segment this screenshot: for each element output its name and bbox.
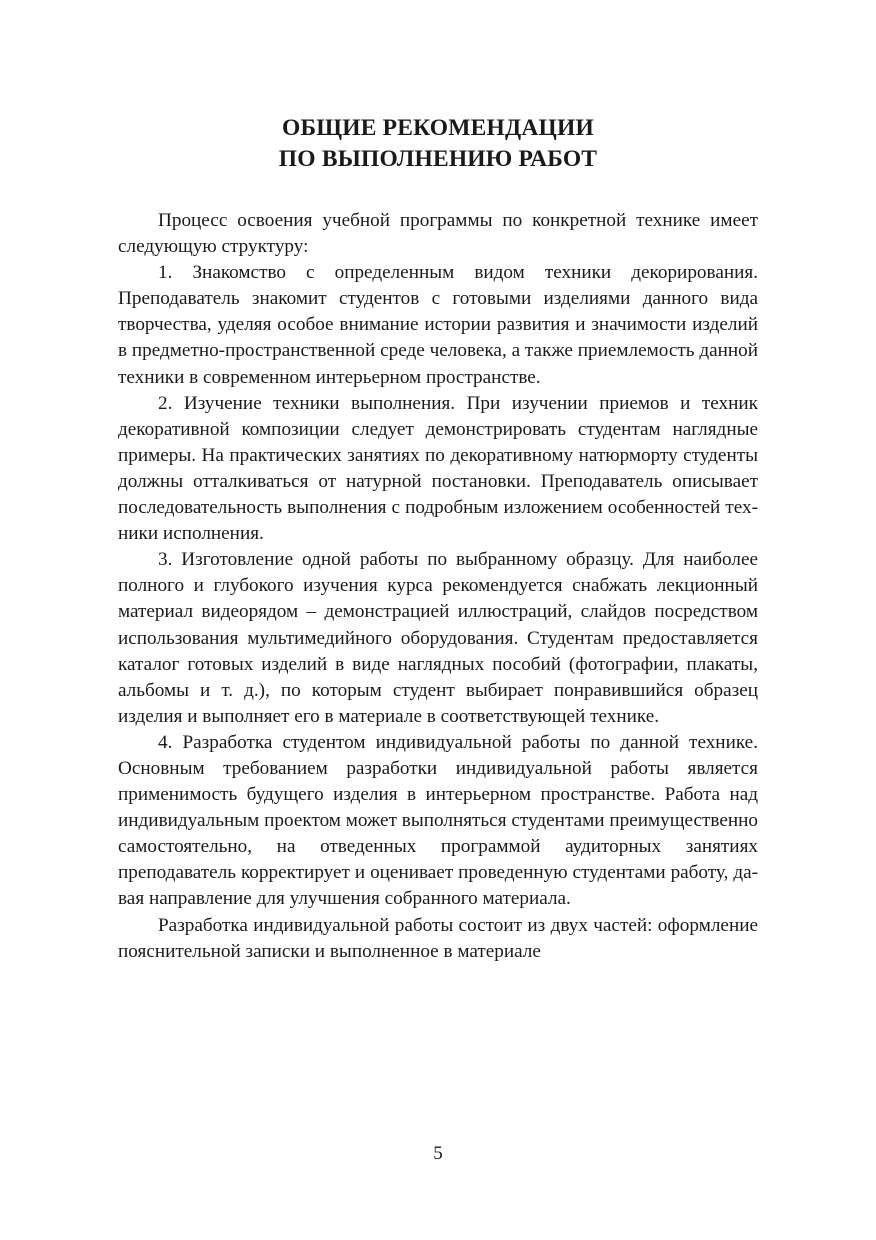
page-title: [118, 113, 758, 175]
paragraph-step-1: 1. Знакомство с определенным видом техники декорирования. Преподаватель знакомит студентов с готовыми изделиями данного вида творчества, уделяя особое внимание истории развития и значимости изделий в предметно-пространственной среде человека, а также приемлемость данной техники в современном интерьерном пространстве.: [118, 262, 758, 388]
paragraph-intro: Процесс освоения учебной программы по конкретной технике имеет следующую структуру:: [118, 210, 758, 258]
paragraph-step-2: 2. Изучение техники выполнения. При изучении приемов и техник декоративной композиции следует демонстрировать студентам наглядные примеры. На практических занятиях по декоративному натюрморту студенты должны отталкиваться от натурной постановки. Преподаватель описывает последовательность выполнения с подробным изложением особенностей техники исполнения.: [118, 392, 758, 545]
title-line-2: ПО ВЫПОЛНЕНИЮ РАБОТ: [278, 146, 598, 172]
paragraph-development: Разработка индивидуальной работы состоит из двух частей: оформление пояснительной записки и выполненное в материале: [118, 914, 758, 962]
title-line-1: ОБЩИЕ РЕКОМЕНДАЦИИ: [282, 115, 594, 141]
paragraph-step-4: 4. Разработка студентом индивидуальной работы по данной технике. Основным требованием разработки индивидуальной работы является применимость будущего изделия в интерьерном пространстве. Работа над индивидуальным проектом может выполняться студентами преимущественно самостоятельно, на отведенных программой аудиторных занятиях преподаватель корректирует и оценивает проведенную студентами работу, давая направление для улучшения собранного материала.: [118, 731, 758, 910]
page-number: 5: [433, 1143, 443, 1164]
page-content: [118, 113, 758, 965]
paragraph-step-3: 3. Изготовление одной работы по выбранному образцу. Для наиболее полного и глубокого изучения курса рекомендуется снабжать лекционный материал видеорядом – демонстрацией иллюстраций, слайдов посредством использования мультимедийного оборудования. Студентам предоставляется каталог готовых изделий в виде наглядных пособий (фотографии, плакаты, альбомы и т. д.), по которым студент выбирает понравившийся образец изделия и выполняет его в материале в соответствующей технике.: [118, 549, 758, 727]
body-text: [118, 208, 758, 965]
